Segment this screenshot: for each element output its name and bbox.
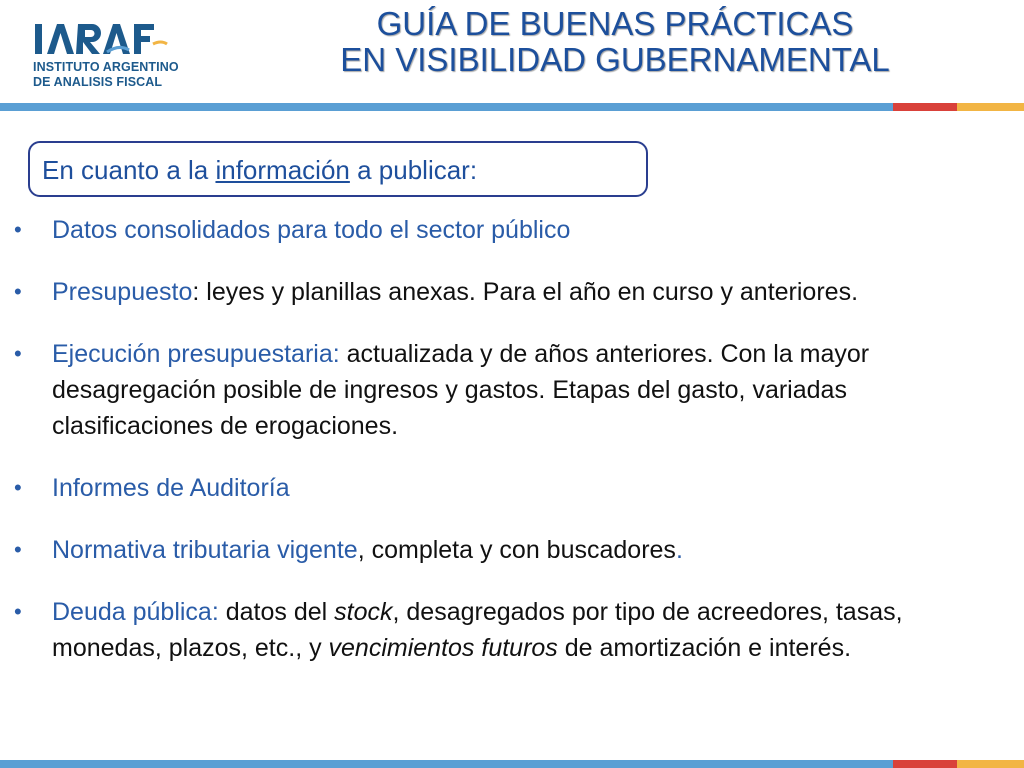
bullet-text: , desagregados por tipo de acreedores, tasas, monedas, plazos, etc., y (52, 598, 903, 662)
band-red (893, 103, 957, 111)
bottom-color-band (0, 760, 1024, 768)
bullet-key: Presupuesto (52, 278, 193, 306)
bullet-marker: • (14, 217, 22, 242)
bullet-text: de amortización e interés. (557, 634, 852, 662)
band-yellow (957, 103, 1024, 111)
bullet-key: Normativa tributaria vigente (52, 536, 358, 564)
bullet-key: Datos consolidados para todo el sector público (52, 216, 571, 244)
iaraf-wordmark (33, 22, 173, 58)
heading-underlined: información (215, 155, 350, 185)
bullet-item (0, 470, 1024, 506)
title-line-1: GUÍA DE BUENAS PRÁCTICAS (376, 5, 854, 42)
heading-before: En cuanto a la (42, 155, 216, 185)
logo-line-2: DE ANALISIS FISCAL (33, 75, 163, 89)
bullet-key: Deuda pública: (52, 598, 219, 626)
logo-line-1: INSTITUTO ARGENTINO (33, 60, 179, 74)
top-color-band (0, 103, 1024, 111)
section-heading (42, 155, 477, 186)
bullet-marker: • (14, 279, 22, 304)
bullet-item (0, 212, 1024, 248)
bullet-list (0, 212, 1024, 692)
bullet-trailing: . (675, 536, 683, 564)
bullet-italic: vencimientos futuros (328, 634, 558, 662)
band-red (893, 760, 957, 768)
bullet-marker: • (14, 537, 22, 562)
bullet-key: Ejecución presupuestaria: (52, 340, 340, 368)
bullet-item (0, 594, 1024, 666)
bullet-text: actualizada y de años anteriores. Con la mayor desagregación posible de ingresos y gastos. Etapas del gasto, variadas clasificaciones de erogaciones. (52, 340, 870, 440)
band-blue (0, 760, 893, 768)
bullet-marker: • (14, 475, 22, 500)
title-line-2: EN VISIBILIDAD GUBERNAMENTAL (340, 41, 890, 78)
bullet-text: , completa y con buscadores (357, 536, 676, 564)
bullet-text: datos del (218, 598, 335, 626)
slide-title (290, 6, 940, 78)
bullet-marker: • (14, 599, 22, 624)
bullet-item (0, 532, 1024, 568)
bullet-item (0, 274, 1024, 310)
band-blue (0, 103, 893, 111)
heading-after: a publicar: (349, 155, 478, 185)
bullet-text: : leyes y planillas anexas. Para el año en curso y anteriores. (192, 278, 859, 306)
band-yellow (957, 760, 1024, 768)
bullet-marker: • (14, 341, 22, 366)
bullet-item (0, 336, 1024, 444)
bullet-italic: stock (334, 598, 393, 626)
bullet-key: Informes de Auditoría (52, 474, 290, 502)
